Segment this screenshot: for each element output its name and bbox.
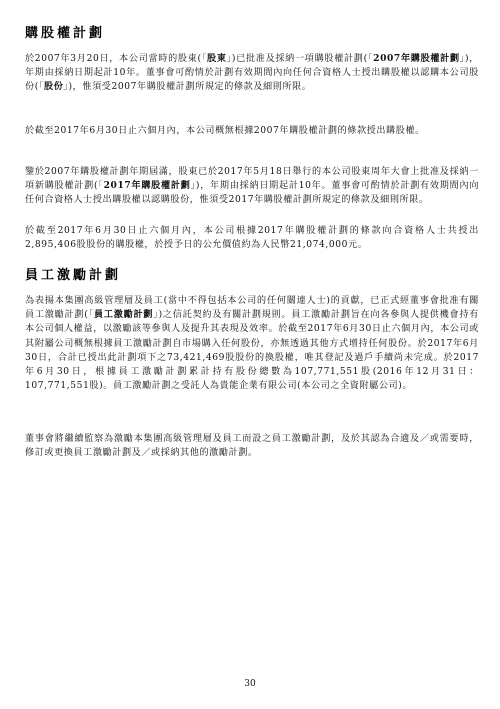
defined-term: 2017年購股權計劃 [103,180,191,192]
paragraph [25,294,479,393]
section-heading-share-option-scheme: 購股權計劃 [25,26,106,41]
text-run: 」)，年期由採納日期起計10年。董事會可酌情於計劃有效期間內向任何合資格人士授出購股權以認購股份，惟須受2017年購股權計劃所規定的條款及細則所限。 [25,181,480,206]
text-run: 為表揚本集團高級管理層及員工(當中不得包括本公司的任何關連人士)的貢獻，已正式經董事會批准有關員工激勵計劃(「 [25,296,479,321]
defined-term: 員工激勵計劃 [93,309,154,321]
text-run: 」)，惟須受2007年購股權計劃所規定的條款及細則所限。 [63,82,312,93]
defined-term: 股份 [44,81,64,93]
text-run: 」)已批准及採納一項購股權計劃(「 [226,54,374,64]
text-run: 於2007年3月20日，本公司當時的股東(「 [25,54,208,64]
section-heading-employee-incentive-scheme: 員工激勵計劃 [25,268,122,283]
paragraph [25,224,479,252]
text-run: 」)之信託契約及有關計劃規則。員工激勵計劃旨在向各參與人提供機會持有本公司個人權益，以激勵該等參與人及提升其表現及效率。於截至2017年6月30日止六個月內，本公司或其附屬公司概無根據員工激勵計劃自市場購入任何股份，亦無透過其他方式增持任何股份。於2017年6月30日，合計已授出此計劃項下之73,421,469股股份的換股權，唯其登記及過戶手續尚未完成。於2017年6月30日，根據員工激勵計劃累計持有股份總數為107,771,551股(2016年12月31日：107,771,551股)。員工激勵計劃之受託人為貴能企業有限公司(本公司之全資附屬公司)。 [25,310,479,392]
paragraph [25,124,479,138]
page-number: 30 [244,679,256,689]
text-run: 鑒於2007年購股權計劃年期屆滿，股東已於2017年5月18日舉行的本公司股東周年大會上批准及採納一項新購股權計劃(「 [25,167,479,192]
paragraph [25,432,479,460]
defined-term: 2007年購股權計劃 [373,53,460,64]
defined-term: 股東 [207,53,227,64]
text-run: 」)，年期由採納日期起計10年。董事會可酌情於計劃有效期間內向任何合資格人士授出購股權以認購本公司股份(「 [25,54,480,93]
text-run: 於截至2017年6月30日止六個月內，本公司根據2017年購股權計劃的條款向合資格人士共授出2,895,406股股份的購股權，於授予日的公允價值約為人民幣21,074,000元。 [25,226,479,251]
text-run: 董事會將繼續監察為激勵本集團高級管理層及員工而設之員工激勵計劃，及於其認為合適及／或需要時，修訂或更換員工激勵計劃及／或採納其他的激勵計劃。 [25,434,479,459]
paragraph [25,52,479,95]
paragraph [25,165,479,208]
text-run: 於截至2017年6月30日止六個月內，本公司概無根據2007年購股權計劃的條款授出購股權。 [25,126,425,136]
